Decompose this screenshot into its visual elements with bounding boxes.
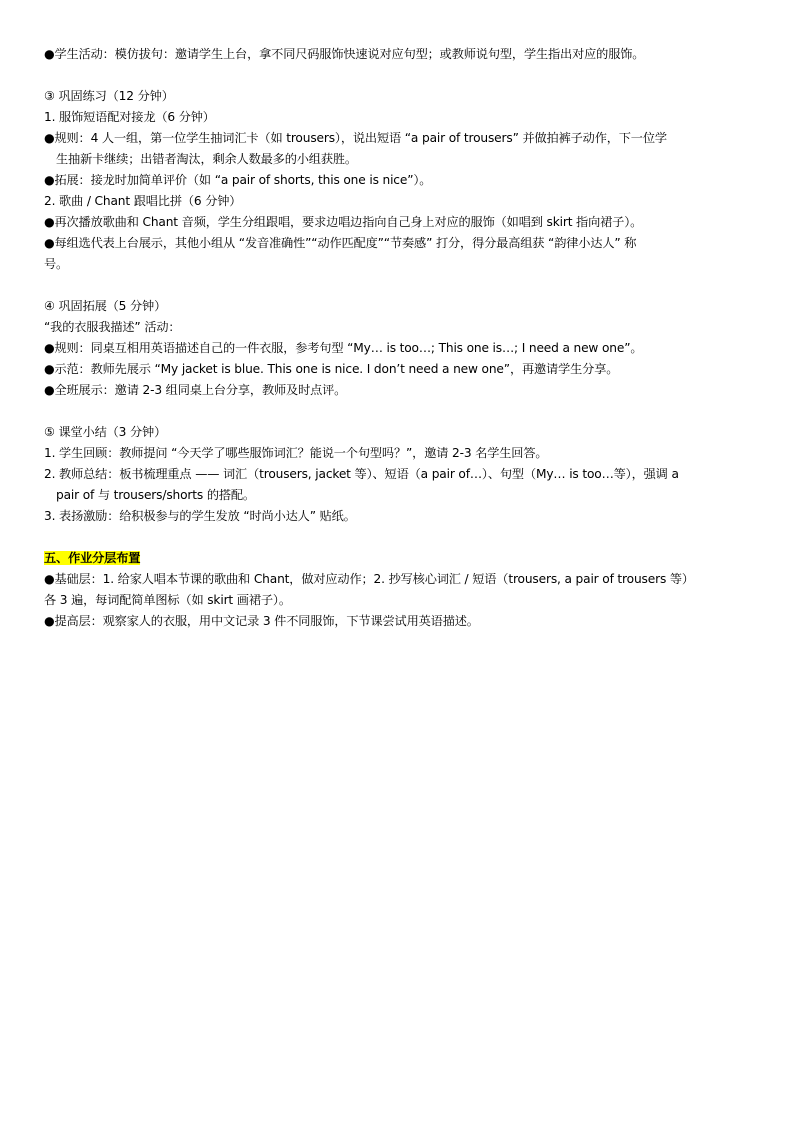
homework-section-title-row	[44, 548, 760, 569]
describe-showcase-line: ●全班展示：邀请 2-3 组同桌上台分享，教师及时点评。	[44, 383, 347, 397]
chant-scoring-line: ●每组选代表上台展示，其他小组从 “发音准确性”“动作匹配度”“节奏感” 打分，得分最高组获 “韵律小达人” 称	[44, 236, 637, 250]
document-page	[44, 44, 760, 632]
spacer	[44, 527, 760, 548]
activity-title-describe-clothes: “我的衣服我描述” 活动：	[44, 320, 181, 334]
rule-line: ●规则：4 人一组，第一位学生抽词汇卡（如 trousers），说出短语 “a pair of trousers” 并做拍裤子动作，下一位学	[44, 131, 667, 145]
homework-basic-line-continued: 各 3 遍，每词配简单图标（如 skirt 画裙子）。	[44, 593, 291, 607]
section-heading-consolidation-extension: ④ 巩固拓展（5 分钟）	[44, 299, 167, 313]
rule-line-continued: 生抽新卡继续；出错者淘汰，剩余人数最多的小组获胜。	[56, 152, 357, 166]
extension-line: ●拓展：接龙时加简单评价（如 “a pair of shorts, this one is nice”）。	[44, 173, 432, 187]
homework-basic-line: ●基础层：1. 给家人唱本节课的歌曲和 Chant，做对应动作；2. 抄写核心词汇 / 短语（trousers, a pair of trousers 等）	[44, 572, 694, 586]
summary-review-line: 1. 学生回顾：教师提问 “今天学了哪些服饰词汇？能说一个句型吗？”，邀请 2-3 名学生回答。	[44, 446, 548, 460]
summary-teacher-line-continued: pair of 与 trousers/shorts 的搭配。	[56, 488, 255, 502]
chant-scoring-line-continued: 号。	[44, 257, 69, 271]
section-heading-class-summary: ⑤ 课堂小结（3 分钟）	[44, 425, 167, 439]
student-activity-line: ●学生活动：模仿拔句：邀请学生上台，拿不同尺码服饰快速说对应句型；或教师说句型，学生指出对应的服饰。	[44, 47, 645, 61]
spacer	[44, 65, 760, 86]
chant-instruction-line: ●再次播放歌曲和 Chant 音频，学生分组跟唱，要求边唱边指向自己身上对应的服饰（如唱到 skirt 指向裙子）。	[44, 215, 643, 229]
activity-title-phrase-chain: 1. 服饰短语配对接龙（6 分钟）	[44, 110, 215, 124]
describe-demo-line: ●示范：教师先展示 “My jacket is blue. This one is nice. I don’t need a new one”，再邀请学生分享。	[44, 362, 619, 376]
section-heading-consolidation-practice: ③ 巩固练习（12 分钟）	[44, 89, 174, 103]
describe-rule-line: ●规则：同桌互相用英语描述自己的一件衣服，参考句型 “My… is too…; This one is…; I need a new one”。	[44, 341, 643, 355]
spacer	[44, 275, 760, 296]
spacer	[44, 401, 760, 422]
homework-section-title: 五、作业分层布置	[44, 551, 141, 565]
summary-praise-line: 3. 表扬激励：给积极参与的学生发放 “时尚小达人” 贴纸。	[44, 509, 356, 523]
homework-advanced-line: ●提高层：观察家人的衣服，用中文记录 3 件不同服饰，下节课尝试用英语描述。	[44, 614, 479, 628]
summary-teacher-line: 2. 教师总结：板书梳理重点 —— 词汇（trousers, jacket 等）、短语（a pair of…）、句型（My… is too…等），强调 a	[44, 467, 679, 481]
activity-title-chant: 2. 歌曲 / Chant 跟唱比拼（6 分钟）	[44, 194, 242, 208]
